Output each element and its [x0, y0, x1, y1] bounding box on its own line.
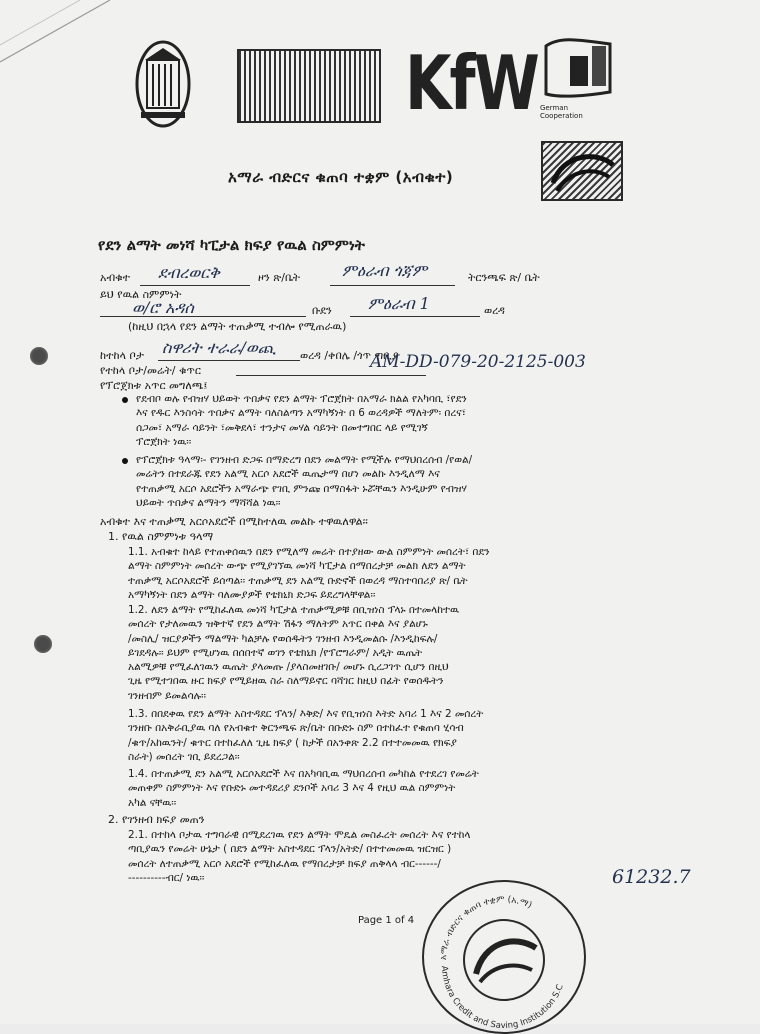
beneficiary-note: (ከዚህ በኋላ የደን ልማት ተጠቃሚ ተብሎ የሚጠራዉ): [128, 320, 347, 333]
clause-1-1: 1.1. አብቁተ ከላይ የተጠቀሰዉን በደን የሚለማ መሬት በተያዘው ውል ስምምነት መሰረት፣ በደን ልማት ስምምነት መሰረት ውጭ የሚያገኘዉ መነሻ ካፒታል በማበረታቻ መልክ ለደን ልማት ተጠቃሚ አርሶአደሮች ይሰጣል፡፡ ተጠቃሚ ደን አልሚ ቡድኖች በወረዳ ማስተባበሪያ ጽ/ ቤት አማካኝነት በደን ልማት ባለሙያዎች የቴክኒክ ድጋፍ ይደረግላቸዋል፡፡: [128, 546, 490, 601]
label-zone-office: ዞን ጽ/ቤት: [258, 271, 301, 284]
clause-1-4: 1.4. በተጠቃሚ ደን አልሚ አርሶአደሮች እና በአካባቢዉ ማህበረሰብ መካከል የተደረገ የመሬት መጠቀም ስምምነት እና የቡድኑ መተዳደሪያ ደንቦች አባሪ 3 እና 4 የዚህ ዉል ስምምነት አካል ናቸዉ፡፡: [128, 768, 479, 809]
handwritten-woreda: ምዕራብ 1: [368, 294, 430, 313]
handwritten-site-number: AM-DD-079-20-2125-003: [370, 352, 586, 372]
label-sub-branch: ትርንጫፍ ጽ/ ቤት: [468, 271, 540, 284]
project-bullet-2: የፕሮጀክቱ ዓላማ፡- የገንዘብ ድጋፍ በማድረግ በደን መልማት የሚችሉ የማህበረሰብ /የወል/ መሬትን በተደራጁ የደን አልሚ አርሶ አደሮች ዉጤታማ በሆነ መልኩ እንዲለማ እና የተጠቃሚ አርሶ አደሮችን አማራጭ የገቢ ምንጩ በማስፋት ኑሯቸዉን እንዲሁም የብዝሃ ህይወት ጥበቃና ልማትን ማሻሻል ነዉ፡፡: [136, 454, 473, 509]
ministry-seal-logo: [237, 49, 381, 123]
agreement-intro: አብቁተ እና ተጠቃሚ አርሶአደሮች በሚከተለዉ መልኩ ተዋዉለዋል፡፡: [100, 515, 368, 528]
label-contract: ይህ የዉል ስምምነት: [100, 288, 182, 301]
logo-text-german: German: [540, 104, 569, 112]
clause-1-3: 1.3. በበደቀዉ የደን ልማት አስተዳደር ፕላን/ እቅድ/ እና የቢዝነስ እትድ አባሪ 1 እና 2 መሰረት ገንዘቡ በአቅራቢያዉ ባለ የአብቁተ ቅርንጫፍ ጽ/ቤት በቡድኑ ስም በተከፈተ የቁጠባ ሂሳብ /ቁጥ/አከዉንት/ ቁጥር በተከፈለለ ጊዜ ክፍያ ( ከታች በአንቀጽ 2.2 በተተመመዉ የክፍያ ስራት) መሰረት ገቢ ይደረጋል፡፡: [128, 708, 484, 763]
logo-text-cooperation: Cooperation: [540, 112, 583, 120]
kfw-logo: KfW: [405, 40, 538, 128]
svg-text:Amhara Credit and Saving Insti: [439, 966, 566, 1031]
handwritten-address: ስዋሪት ተራራ/ወጪ: [162, 338, 276, 357]
label-woreda: ወረዳ: [484, 304, 505, 317]
section-1-title: 1. የዉል ስምምነቱ ዓላማ: [108, 530, 214, 543]
label-kebele-site: ወረዳ /ቀበሌ /ጎጥ ጣቢያ: [300, 349, 399, 362]
stamp-bottom-text: Amhara Credit and Saving Institution S.C: [438, 965, 566, 1032]
section-2-title: 2. የገንዘብ ክፍያ መጠን: [108, 813, 205, 826]
amhara-emblem-logo: [133, 38, 193, 130]
clause-2-1: 2.1. በተከላ ቦታዉ ተግባራዊ በሚደረገዉ የደን ልማት ሞዴል መስፈረት መሰረት እና የተከላ ጣቢያዉን የመሬት ሁኔታ ( በደን ልማት አስተዳደር ፕላን/አትድ/ በተተመመዉ ዝርዝር ) መሰረት ለተጠቃሚ አርሶ አደሮች የሚከፈለዉ የማበረታቻ ክፍያ ጠቅላላ ብር------/ ----------ብር/ ነዉ፡፡: [128, 829, 471, 884]
acsi-logo: [541, 141, 623, 201]
handwritten-person: ወ/ሮ አዳሰ: [132, 298, 194, 317]
label-abcuote: አብቁተ: [100, 271, 131, 284]
clause-1-2: 1.2. ለደን ልማት የሚከፈለዉ መነሻ ካፒታል ተጠቃሚዎቹ በቢዝነስ ፕላኑ በተመላከተዉ መሰረት የታለመዉን ዝቅተኛ የደን ልማት ሽፋን ማለትም አጥር በቀል እና ያልሆኑ /መስሊ/ ዝርያዎችን ማልማት ካልቻሉ የወሰዱትን ገንዘብ እንዲመልሱ /እንዲከፍሉ/ ይገደዳሉ፡፡ ይህም የሚሆነዉ በሰበተኛ ወገን የቴክኒክ /የፕሮግራም/ አዲት ዉጤት አልሚዎቹ የሚፈለገዉን ዉጤት ያላመጡ /ያላስመዘገቡ/ መሆኑ ሲረጋገጥ ሲሆን በዚህ ጊዜ የሚተገበዉ ዙር ክፍያ የሚይዘዉ ስራ ስለማይኖር ባሻገር ከዚህ በፊት የወሰዱትን ገንዘብም ይመልሳሉ፡፡: [128, 604, 459, 702]
handwritten-amount: 61232.7: [612, 866, 691, 888]
org-title: አማራ ብድርና ቁጠባ ተቋም (አብቁተ): [228, 168, 454, 186]
label-planting-site: ከተከላ ቦታ: [100, 349, 144, 362]
punch-hole-top: [30, 347, 48, 365]
german-cooperation-logo: [540, 36, 620, 122]
label-site-number: የተከላ ቦታ/መሬት/ ቁጥር: [100, 364, 201, 377]
project-bullet-1: የደብቦ ወሉ የብዝሃ ህይወት ጥበቃና የደን ልማት ፕሮጀክት በአማራ ክልል የአካባቢ ፣የደን እና የዱር እንስሳት ጥበቃና ልማት ባለስልጣን አማካኝነት በ 6 ወረዳዎች ማለትም፡ በረና፣ ሰጋመ፣ አማራ ሳይንት ፣መቅደላ፣ ተንታና መሃል ሳይንት በመተግበር ላይ የሚገኝ ፕሮጀክት ነዉ፡፡: [136, 393, 467, 448]
project-heading: የፕሮጀክቱ አጥር መግለጫ፤: [100, 379, 208, 392]
handwritten-zone: ምዕራብ ጎጃም: [342, 261, 428, 280]
fold-shadow: [0, 0, 120, 80]
label-kebele: ቡደን: [312, 304, 332, 317]
punch-hole-bottom: [34, 635, 52, 653]
official-stamp: [422, 880, 586, 1034]
page-number: Page 1 of 4: [358, 915, 415, 926]
document-title: የደን ልማት መነሻ ካፒታል ክፍያ የዉል ስምምነት: [98, 236, 365, 254]
handwritten-branch: ደብረወርቅ: [158, 263, 220, 282]
stamp-top-text: አማራ ብድርና ቁጠባ ተቋም (አ.ማ): [438, 894, 534, 961]
